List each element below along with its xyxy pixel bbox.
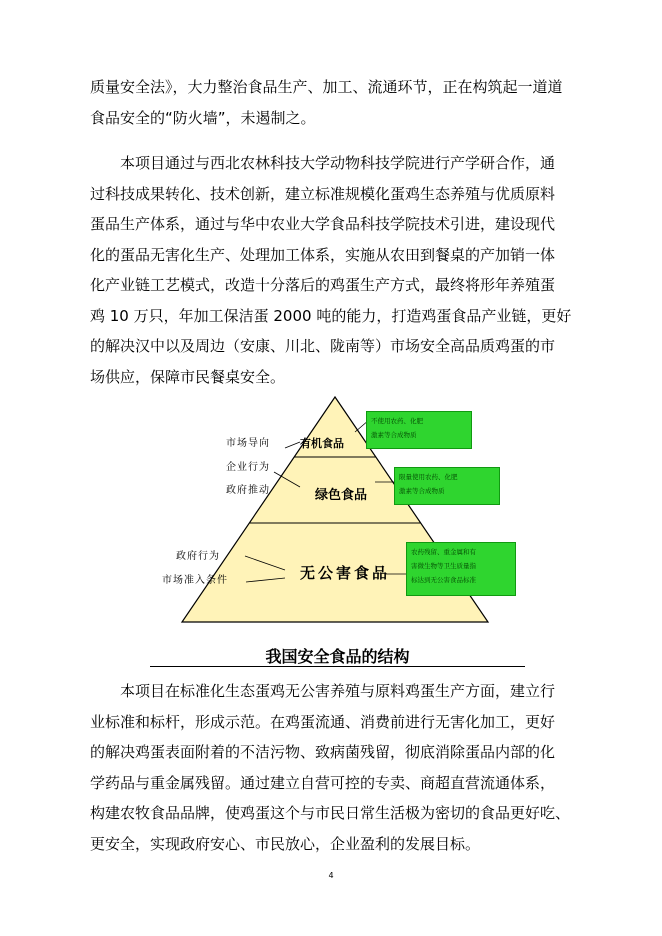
- note-line: 害微生物等卫生质量指: [411, 562, 476, 570]
- text-line: 更安全，实现政府安心、市民放心，企业盈利的发展目标。: [90, 834, 481, 853]
- text-line: 本项目在标准化生态蛋鸡无公害养殖与原料鸡蛋生产方面，建立行: [120, 682, 556, 700]
- text-line: 构建农牧食品品牌，使鸡蛋这个与市民日常生活极为密切的食品更好吃、: [90, 804, 571, 822]
- note-box-green: [394, 467, 500, 505]
- caption-underline: [150, 666, 525, 667]
- note-line: 不使用农药、化肥: [371, 417, 423, 425]
- note-line: 标达到无公害食品标准: [411, 576, 476, 584]
- text-line: 鸡 10 万只，年加工保洁蛋 2000 吨的能力，打造鸡蛋食品产业链，更好: [90, 306, 572, 325]
- text-line: 质量安全法》，大力整治食品生产、加工、流通环节，正在构筑起一道道: [90, 78, 563, 96]
- paragraph-1: [90, 72, 585, 133]
- text-line: 场供应，保障市民餐桌安全。: [90, 367, 286, 386]
- left-label-market-access: 市场准入条件: [162, 575, 228, 586]
- left-label-government-promoted: 政府推动: [226, 485, 270, 496]
- note-line: 农药残留、重金属和有: [411, 548, 476, 556]
- text-line: 学药品与重金属残留。通过建立自营可控的专卖、商超直营流通体系，: [90, 773, 556, 792]
- left-label-market-oriented: 市场导向: [226, 438, 270, 449]
- figure-caption: 我国安全食品的结构: [265, 647, 410, 666]
- text-line: 食品安全的“防火墙”，未遏制之。: [90, 108, 316, 127]
- left-label-enterprise-behavior: 企业行为: [226, 462, 270, 473]
- note-line: 限量使用农药、化肥: [399, 473, 458, 481]
- text-line: 化的蛋品无害化生产、处理加工体系，实施从农田到餐桌的产加销一体: [90, 245, 556, 264]
- layer-green-food: 绿色食品: [315, 488, 368, 503]
- note-box-organic: [366, 411, 472, 449]
- paragraph-3: [90, 676, 585, 859]
- text-line: 的解决鸡蛋表面附着的不洁污物、致病菌残留，彻底消除蛋品内部的化: [90, 743, 556, 761]
- note-box-pollution-free: [406, 542, 516, 596]
- layer-organic-food: 有机食品: [300, 437, 344, 450]
- left-label-government-behavior: 政府行为: [176, 551, 220, 562]
- text-line: 过科技成果转化、技术创新，建立标准规模化蛋鸡生态养殖与优质原料: [90, 184, 556, 203]
- paragraph-2: [90, 148, 585, 392]
- note-line: 激素等合成物质: [371, 431, 417, 439]
- layer-pollution-free-food: 无公害食品: [300, 564, 391, 582]
- text-line: 本项目通过与西北农林科技大学动物科技学院进行产学研合作，通: [120, 154, 556, 172]
- text-line: 的解决汉中以及周边（安康、川北、陇南等）市场安全高品质鸡蛋的市: [90, 337, 556, 355]
- page-number: 4: [328, 871, 334, 880]
- text-line: 蛋品生产体系，通过与华中农业大学食品科技学院技术引进，建设现代: [90, 215, 556, 233]
- text-line: 业标准和标杆，形成示范。在鸡蛋流通、消费前进行无害化加工，更好: [90, 712, 556, 731]
- connector-line: [285, 442, 300, 448]
- safe-food-pyramid-figure: [150, 392, 520, 632]
- note-line: 激素等合成物质: [399, 487, 445, 495]
- text-line: 化产业链工艺模式，改造十分落后的鸡蛋生产方式，最终将形年养殖蛋: [90, 276, 556, 294]
